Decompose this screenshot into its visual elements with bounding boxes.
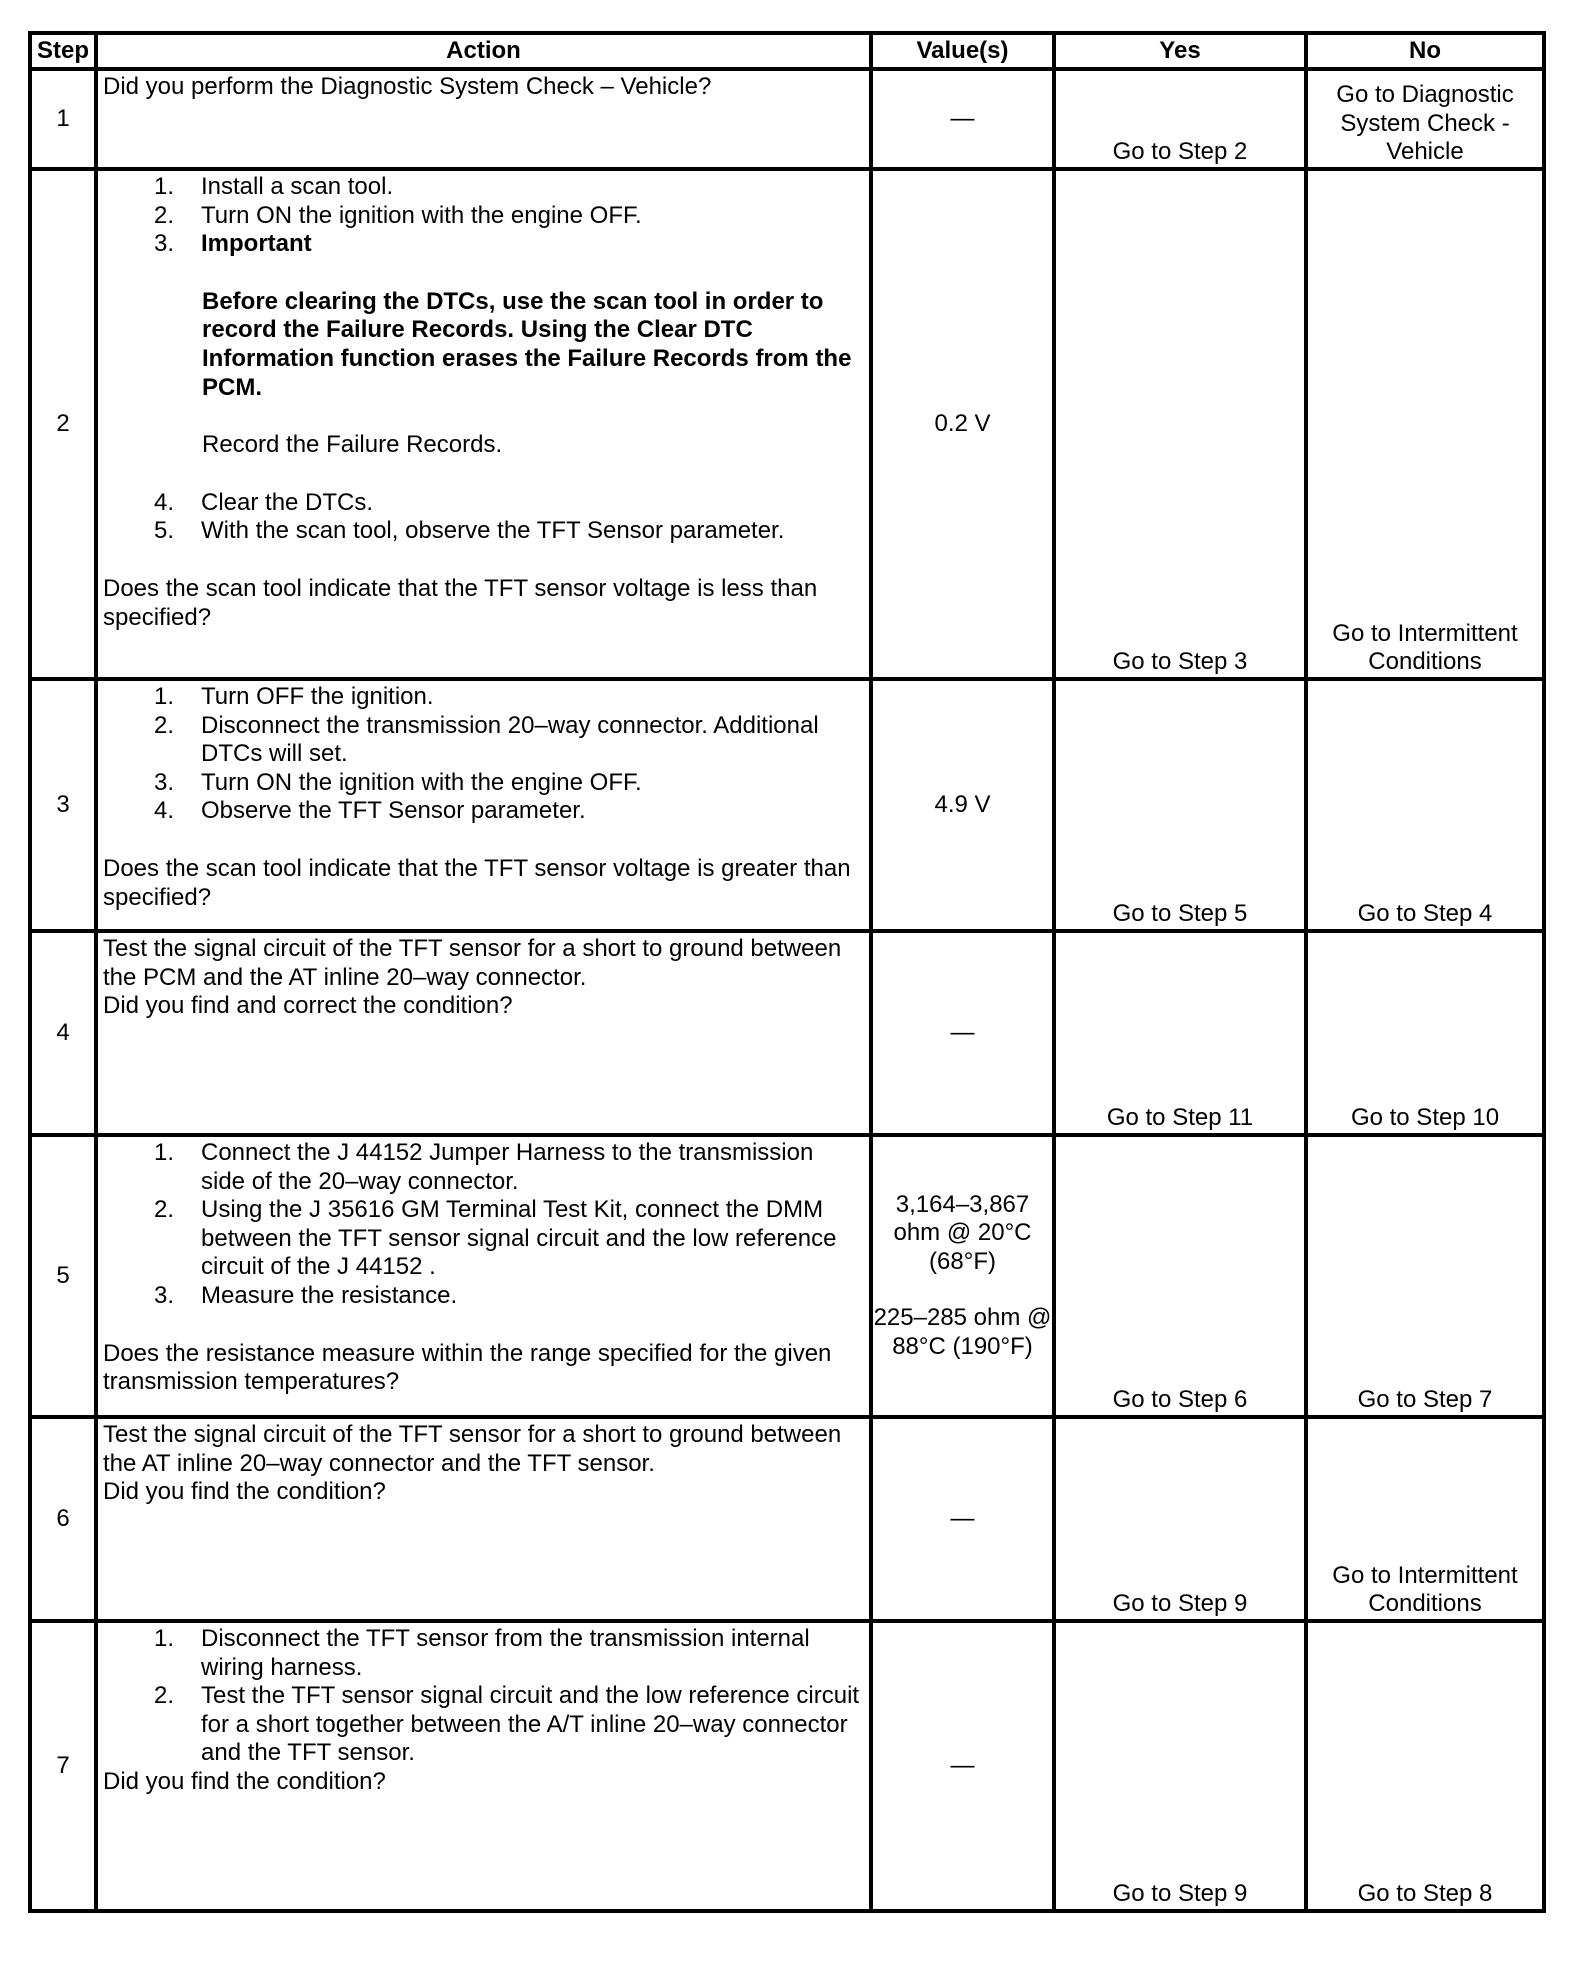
- record-note: Record the Failure Records.: [202, 431, 503, 459]
- no-cell: Go to Intermittent Conditions: [1306, 169, 1544, 679]
- table-row-step-7: [30, 1621, 1544, 1911]
- value-cell: 0.2 V: [871, 169, 1054, 679]
- table-row-step-6: [30, 1417, 1544, 1621]
- table-row-step-3: [30, 679, 1544, 931]
- step-number: 6: [30, 1417, 96, 1621]
- list-item: 3. Turn ON the ignition with the engine OFF.: [153, 768, 642, 796]
- yes-cell: Go to Step 6: [1054, 1135, 1306, 1417]
- table-row-step-4: [30, 931, 1544, 1135]
- no-cell: Go to Diagnostic System Check - Vehicle: [1306, 69, 1544, 169]
- list-item: 1. Disconnect the TFT sensor from the transmission internal wiring harness.: [153, 1625, 810, 1681]
- list-item: 2. Disconnect the transmission 20–way connector. Additional DTCs will set.: [153, 711, 819, 768]
- step-number: 3: [30, 679, 96, 931]
- no-cell: Go to Step 10: [1306, 931, 1544, 1135]
- yes-cell: Go to Step 11: [1054, 931, 1306, 1135]
- list-item: 4. Clear the DTCs.: [153, 488, 374, 516]
- header-no: No: [1306, 33, 1544, 69]
- yes-cell: Go to Step 3: [1054, 169, 1306, 679]
- no-cell: Go to Step 7: [1306, 1135, 1544, 1417]
- list-item: 4. Observe the TFT Sensor parameter.: [153, 797, 586, 825]
- step-number: 7: [30, 1621, 96, 1911]
- header-row: [30, 33, 1544, 69]
- action-intro: Test the signal circuit of the TFT sensor for a short to ground between the AT inline 20–way connector and the TFT sensor.: [103, 1421, 842, 1477]
- header-action: Action: [96, 33, 871, 69]
- action-question: Did you find the condition?: [103, 1767, 386, 1795]
- step-number: 1: [30, 69, 96, 169]
- action-cell: [96, 169, 871, 679]
- step-number: 5: [30, 1135, 96, 1417]
- value-cell: —: [871, 1621, 1054, 1911]
- list-item: 2. Using the J 35616 GM Terminal Test Kit, connect the DMM between the TFT sensor signal circuit and the low reference circuit of the J 44152 .: [153, 1196, 837, 1281]
- important-label: Important: [201, 230, 312, 258]
- table-row-step-5: [30, 1135, 1544, 1417]
- action-cell: [96, 1417, 871, 1621]
- action-cell: [96, 931, 871, 1135]
- step-number: 2: [30, 169, 96, 679]
- list-item: 1. Install a scan tool.: [153, 173, 394, 200]
- yes-cell: Go to Step 9: [1054, 1417, 1306, 1621]
- resistance-spec-20c: 3,164–3,867 ohm @ 20°C (68°F): [893, 1190, 1032, 1275]
- list-item: 1. Connect the J 44152 Jumper Harness to the transmission side of the 20–way connector.: [153, 1139, 814, 1195]
- action-cell: [96, 69, 871, 169]
- action-question: Does the scan tool indicate that the TFT sensor voltage is greater than specified?: [103, 854, 851, 911]
- list-item: 2. Test the TFT sensor signal circuit and the low reference circuit for a short together between the A/T inline 20–way connector and the TFT sensor.: [153, 1682, 860, 1767]
- action-intro: Test the signal circuit of the TFT sensor for a short to ground between the PCM and the AT inline 20–way connector.: [103, 935, 842, 991]
- resistance-spec-88c: 225–285 ohm @ 88°C (190°F): [873, 1304, 1052, 1360]
- list-item: 5. With the scan tool, observe the TFT Sensor parameter.: [153, 517, 785, 545]
- header-step: Step: [30, 33, 96, 69]
- step-number: 4: [30, 931, 96, 1135]
- action-cell: [96, 1621, 871, 1911]
- header-yes: Yes: [1054, 33, 1306, 69]
- yes-cell: Go to Step 5: [1054, 679, 1306, 931]
- action-question: Did you perform the Diagnostic System Check – Vehicle?: [103, 73, 712, 100]
- action-cell: [96, 679, 871, 931]
- action-question: Does the scan tool indicate that the TFT sensor voltage is less than specified?: [103, 574, 818, 631]
- action-question: Did you find the condition?: [103, 1478, 386, 1506]
- no-cell: Go to Step 8: [1306, 1621, 1544, 1911]
- diagnostic-table: [28, 31, 1546, 1913]
- action-steps: [103, 173, 863, 259]
- list-item: 3. Important: [103, 230, 863, 259]
- list-item: 1. Turn OFF the ignition.: [153, 683, 434, 710]
- list-item: 3. Measure the resistance.: [153, 1281, 458, 1309]
- no-cell: Go to Step 4: [1306, 679, 1544, 931]
- action-steps: [103, 683, 863, 826]
- list-item: 2. Turn ON the ignition with the engine OFF.: [153, 201, 642, 229]
- table-row-step-1: [30, 69, 1544, 169]
- action-question: Does the resistance measure within the range specified for the given transmission temperatures?: [103, 1339, 832, 1396]
- value-cell: —: [871, 931, 1054, 1135]
- action-steps-continued: [103, 489, 863, 546]
- value-cell: —: [871, 69, 1054, 169]
- action-cell: [96, 1135, 871, 1417]
- action-question: Did you find and correct the condition?: [103, 992, 513, 1020]
- value-cell: —: [871, 1417, 1054, 1621]
- value-cell: [871, 1135, 1054, 1417]
- action-steps: [103, 1625, 863, 1768]
- yes-cell: Go to Step 2: [1054, 69, 1306, 169]
- table-row-step-2: [30, 169, 1544, 679]
- yes-cell: Go to Step 9: [1054, 1621, 1306, 1911]
- action-steps: [103, 1139, 863, 1311]
- value-cell: 4.9 V: [871, 679, 1054, 931]
- no-cell: Go to Intermittent Conditions: [1306, 1417, 1544, 1621]
- important-note: Before clearing the DTCs, use the scan tool in order to record the Failure Records. Using the Clear DTC Information function erases the Failure Records from the PCM.: [202, 287, 852, 401]
- header-values: Value(s): [871, 33, 1054, 69]
